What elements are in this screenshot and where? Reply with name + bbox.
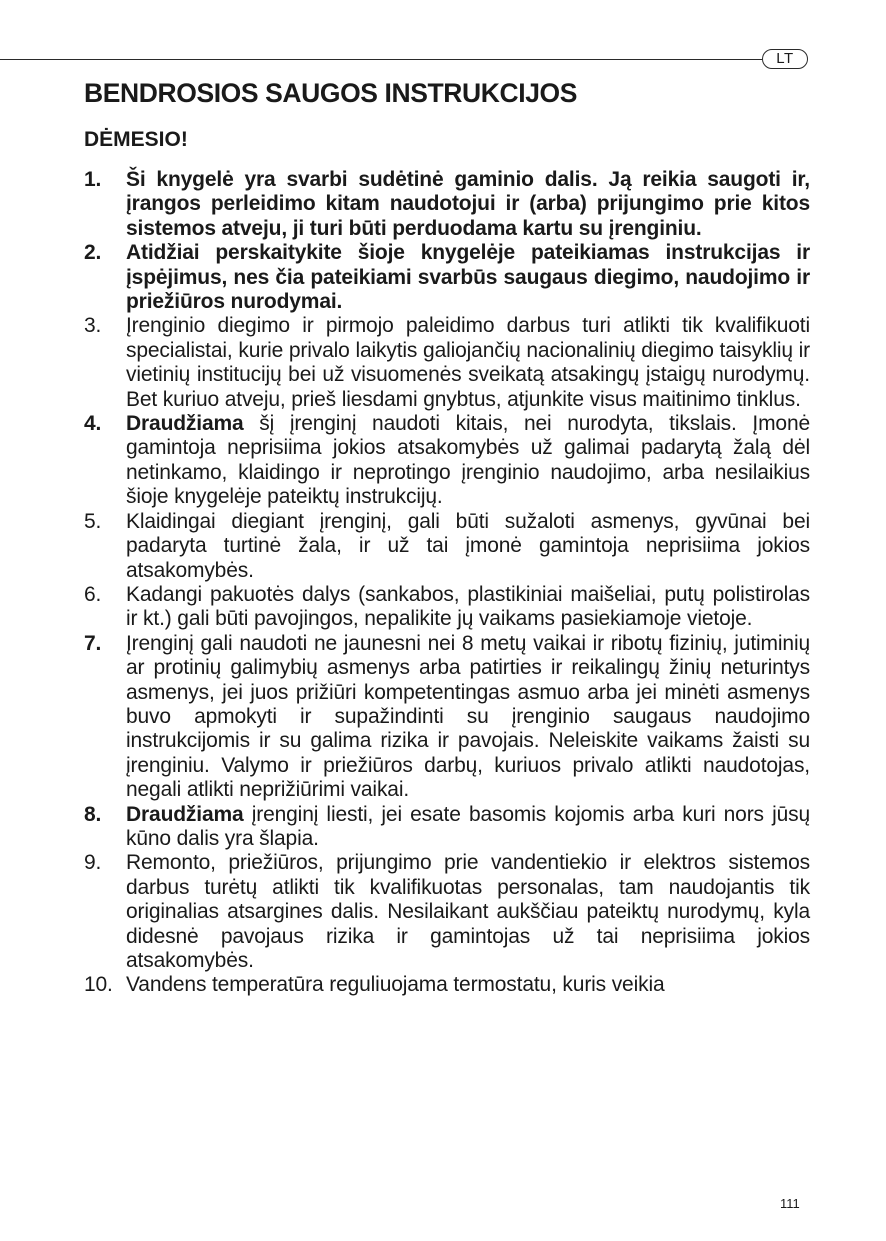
item-lead: Draudžiama [126, 412, 244, 436]
attention-heading: DĖMESIO! [84, 128, 188, 151]
instruction-item [84, 510, 810, 583]
item-number: 2. [84, 241, 102, 265]
item-number: 3. [84, 314, 102, 338]
item-text: Vandens temperatūra reguliuojama termostatu, kuris veikia [126, 973, 665, 997]
instruction-item [84, 412, 810, 510]
page-number: 111 [780, 1196, 800, 1211]
item-text: Klaidingai diegiant įrenginį, gali būti sužaloti asmenys, gyvūnai bei padaryta turtinė žala, ir už tai įmonė gamintoja neprisiima jokios atsakomybės. [126, 509, 810, 582]
item-text: Ši knygelė yra svarbi sudėtinė gaminio dalis. Ją reikia saugoti ir, įrangos perleidimo kitam naudotojui ir (arba) prijungimo prie kitos sistemos atveju, ji turi būti perduodama kartu su įrenginiu. [126, 168, 810, 240]
item-text: įrenginį liesti, jei esate basomis kojomis arba kuri nors jūsų kūno dalis yra šlapia. [126, 802, 810, 850]
item-number: 9. [84, 851, 102, 875]
instruction-item [84, 583, 810, 632]
instruction-item [84, 314, 810, 412]
item-number: 5. [84, 509, 102, 533]
language-badge: LT [762, 49, 808, 69]
item-text: šį įrenginį naudoti kitais, nei nurodyta, tikslais. Įmonė gamintoja neprisiima jokios atsakomybės už galimai padarytą žalą dėl netinkamo, klaidingo ir neprotingo įrenginio naudojimo, arba nesilaikius šioje knygelėje pateiktų instrukcijų. [126, 412, 810, 509]
item-text: Atidžiai perskaitykite šioje knygelėje pateikiamas instrukcijas ir įspėjimus, nes čia pateikiami svarbūs saugaus diegimo, naudojimo ir priežiūros nurodymai. [126, 241, 810, 314]
instruction-item [84, 973, 810, 997]
instruction-item [84, 632, 810, 803]
instruction-item [84, 168, 810, 241]
item-number: 8. [84, 802, 102, 826]
item-number: 6. [84, 582, 102, 606]
instruction-item [84, 803, 810, 852]
item-text: Įrenginio diegimo ir pirmojo paleidimo darbus turi atlikti tik kvalifikuoti specialistai, kurie privalo laikytis galiojančių nacionalinių diegimo taisyklių ir vietinių institucijų bei už visuomenės sveikatą atsakingų įstaigų nurodymų. Bet kuriuo atveju, prieš liesdami gnybtus, atjunkite visus maitinimo tinklus. [126, 314, 810, 411]
item-number: 10. [84, 973, 113, 997]
instruction-item [84, 851, 810, 973]
header-rule [0, 59, 762, 60]
page-title: BENDROSIOS SAUGOS INSTRUKCIJOS [84, 78, 578, 108]
item-number: 7. [84, 631, 102, 655]
safety-instructions-list [84, 168, 810, 998]
item-text: Remonto, priežiūros, prijungimo prie vandentiekio ir elektros sistemos darbus turėtų atlikti tik kvalifikuotas personalas, tam naudojantis tik originalias atsargines dalis. Nesilaikant aukščiau pateiktų nurodymų, kyla didesnė pavojaus rizika ir gamintojas už tai neprisiima jokios atsakomybės. [126, 851, 810, 972]
item-lead: Draudžiama [126, 802, 244, 826]
item-text: Įrenginį gali naudoti ne jaunesni nei 8 metų vaikai ir ribotų fizinių, jutiminių ar protinių galimybių asmenys arba patirties ir reikalingų žinių neturintys asmenys, jei juos prižiūri kompetentingas asmuo arba jei minėti asmenys buvo apmokyti ir supažindinti su įrenginio saugaus naudojimo instrukcijomis ir su galima rizika ir pavojais. Neleiskite vaikams žaisti su įrenginiu. Valymo ir priežiūros darbų, kuriuos privalo atlikti naudotojas, negali atlikti neprižiūrimi vaikai. [126, 631, 810, 802]
item-number: 4. [84, 412, 102, 436]
item-text: Kadangi pakuotės dalys (sankabos, plastikiniai maišeliai, putų polistirolas ir kt.) gali būti pavojingos, nepalikite jų vaikams pasiekiamoje vietoje. [126, 582, 810, 631]
item-number: 1. [84, 168, 102, 191]
instruction-item [84, 241, 810, 314]
